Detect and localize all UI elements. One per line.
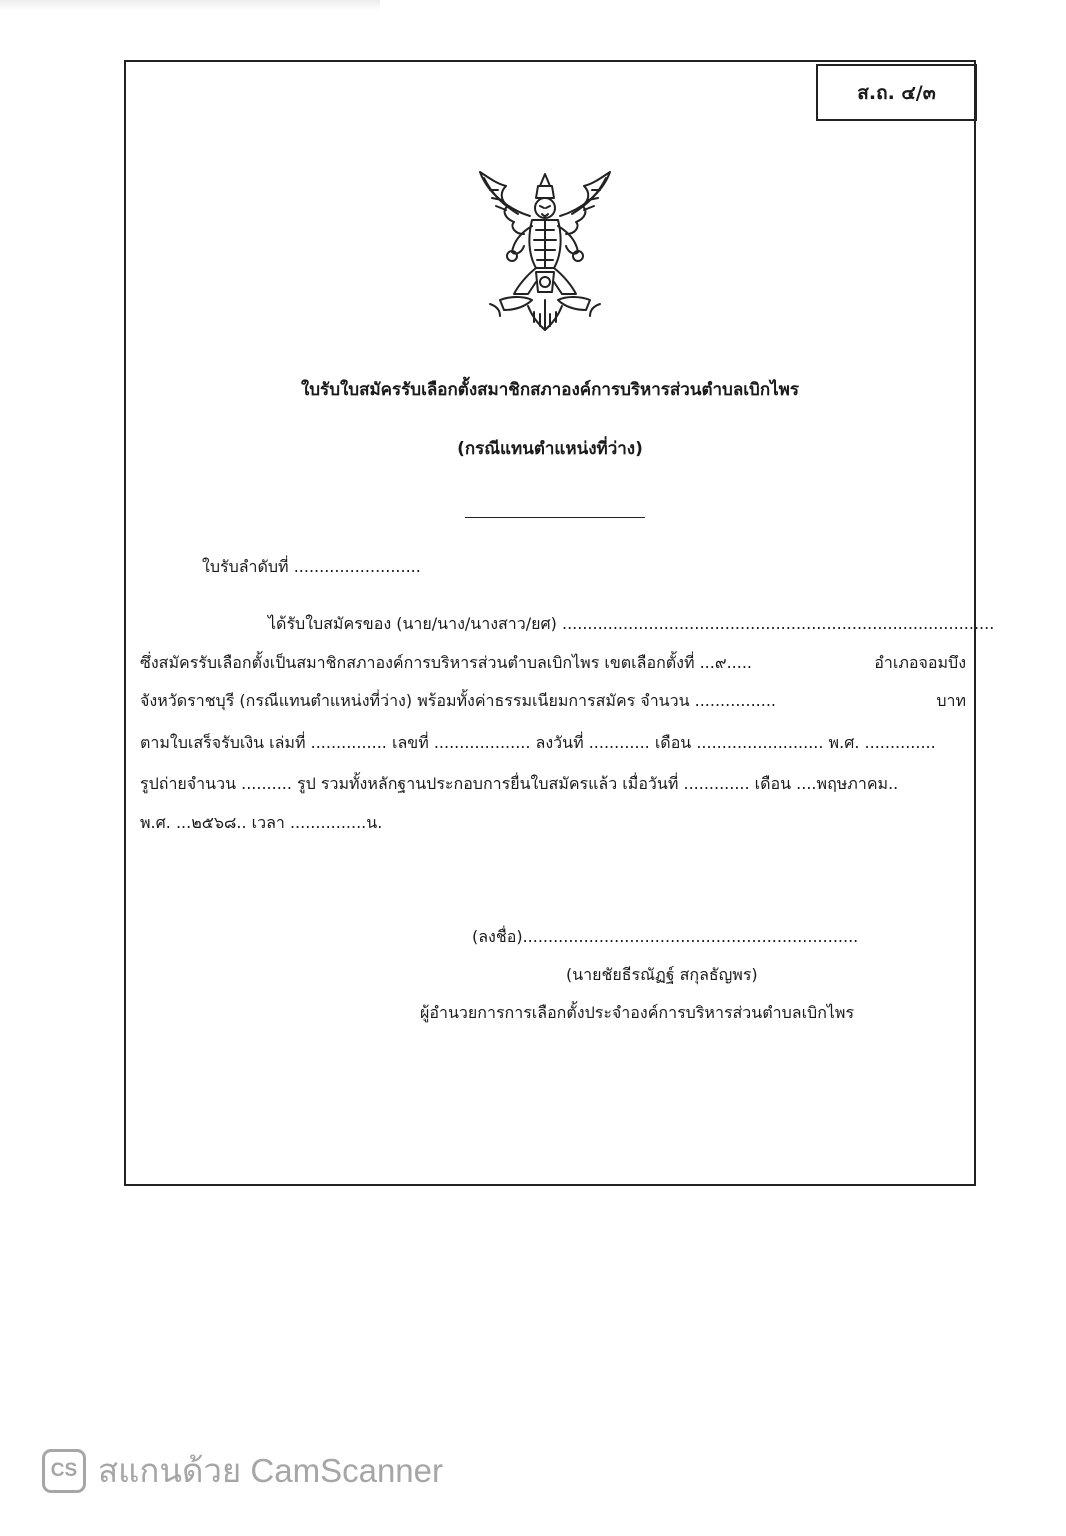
form-code-box: ส.ถ. ๔/๓ (816, 64, 977, 121)
fee-text: จังหวัดราชบุรี (กรณีแทนตำแหน่งที่ว่าง) พร้อมทั้งค่าธรรมเนียมการสมัคร จำนวน ................ (140, 691, 776, 710)
signatory-position: ผู้อำนวยการการเลือกตั้งประจำองค์การบริหารส่วนตำบลเบิกไพร (420, 1003, 855, 1022)
currency-text: บาท (936, 691, 966, 710)
receipt-number-line: ใบรับลำดับที่ ......................... (202, 557, 421, 576)
constituency-text: ซึ่งสมัครรับเลือกตั้งเป็นสมาชิกสภาองค์การบริหารส่วนตำบลเบิกไพร เขตเลือกตั้งที่ ...๙..... (140, 653, 752, 672)
camscanner-watermark (42, 1444, 443, 1497)
fee-row (140, 690, 966, 712)
photo-line: รูปถ่ายจำนวน .......... รูป รวมทั้งหลักฐานประกอบการยื่นใบสมัครแล้ว เมื่อวันที่ ............. เดือน ....พฤษภาคม.. (140, 774, 899, 793)
signatory-name: (นายชัยธีรณัฏฐ์ สกุลธัญพร) (566, 965, 758, 984)
applicant-line: ได้รับใบสมัครของ (นาย/นาง/นางสาว/ยศ) ..................................................................................... (268, 614, 995, 633)
camscanner-logo-icon: CS (42, 1449, 86, 1493)
camscanner-text: สแกนด้วย CamScanner (98, 1452, 444, 1489)
receipt-line: ตามใบเสร็จรับเงิน เล่มที่ ............... เลขที่ ................... ลงวันที่ ............ เดือน ......................... พ.ศ. .............. (140, 733, 936, 752)
scan-edge-shadow (0, 0, 380, 10)
year-time-line: พ.ศ. ...๒๕๖๘.. เวลา ...............น. (140, 813, 383, 832)
document-title: ใบรับใบสมัครรับเลือกตั้งสมาชิกสภาองค์การบริหารส่วนตำบลเบิกไพร (300, 380, 800, 400)
title-divider (465, 517, 645, 518)
garuda-emblem (470, 160, 620, 340)
signature-line: (ลงชื่อ).................................................................. (472, 927, 859, 946)
constituency-row (140, 652, 966, 674)
district-text: อำเภอจอมบึง (874, 653, 966, 672)
document-subtitle: (กรณีแทนตำแหน่งที่ว่าง) (457, 439, 643, 459)
